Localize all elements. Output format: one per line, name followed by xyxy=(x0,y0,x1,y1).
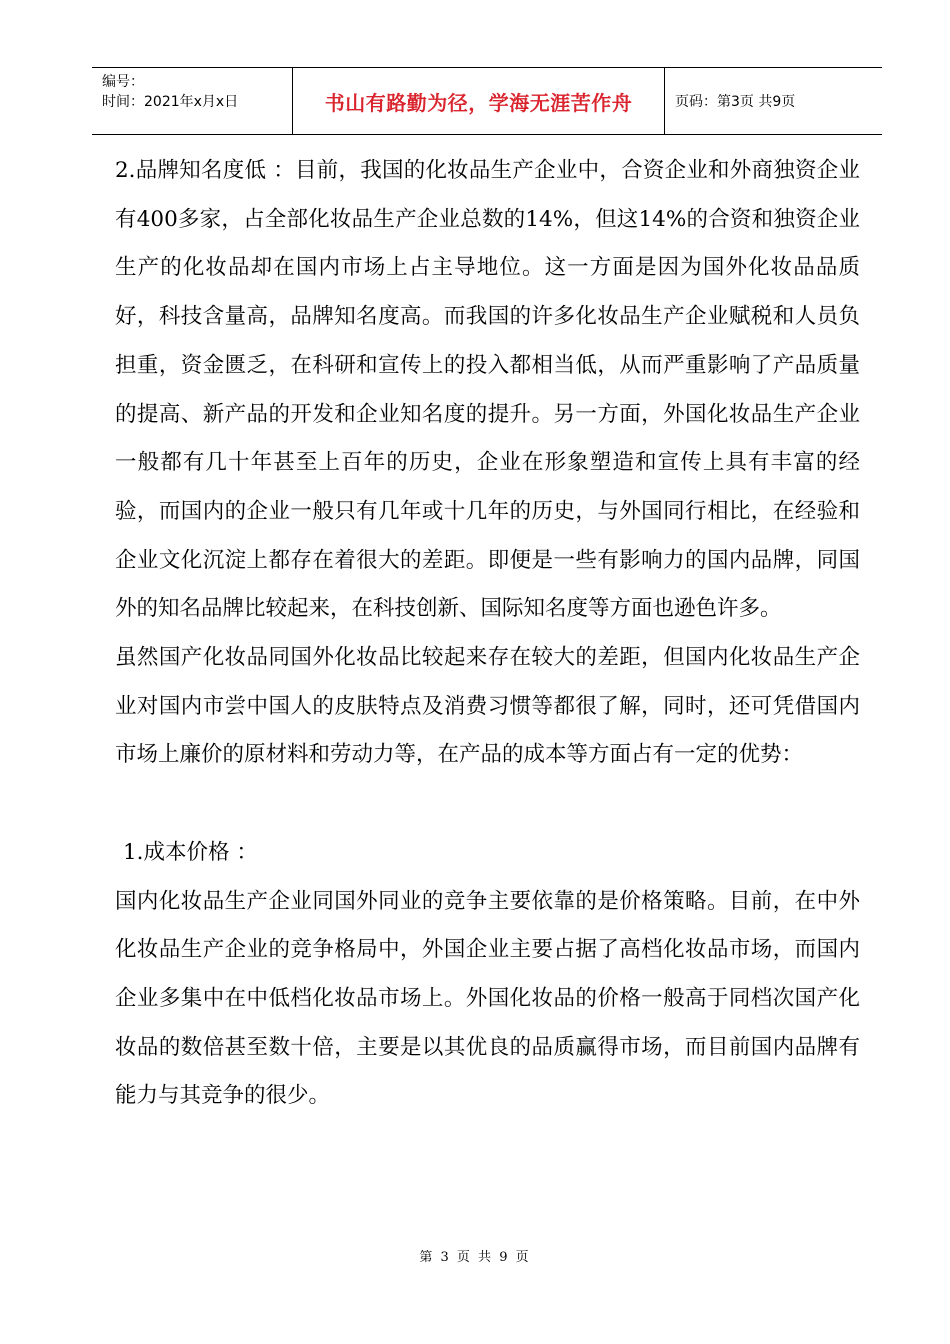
section-heading-cost-price: 1.成本价格 ： xyxy=(123,839,258,865)
paragraph-brand-awareness: 2.品牌知名度低 ：目前，我国的化妆品生产企业中，合资企业和外商独资企业有400多家，占全部化妆品生产企业总数的14%，但这14%的合资和独资企业生产的化妆品却在国内市场上占主导地位。这一方面是因为国外化妆品品质好，科技含量高，品牌知名度高。而我国的许多化妆品生产企业赋税和人员负担重，资金匮乏，在科研和宣传上的投入都相当低，从而严重影响了产品质量的提高、新产品的开发和企业知名度的提升。另一方面，外国化妆品生产企业一般都有几十年甚至上百年的历史，企业在形象塑造和宣传上具有丰富的经验，而国内的企业一般只有几年或十几年的历史，与外国同行相比，在经验和企业文化沉淀上都存在着很大的差距。即便是一些有影响力的国内品牌，同国外的知名品牌比较起来，在科技创新、国际知名度等方面也逊色许多。 xyxy=(115,158,860,622)
paragraph-domestic-advantage: 虽然国产化妆品同国外化妆品比较起来存在较大的差距，但国内化妆品生产企业对国内市尝中国人的皮肤特点及消费习惯等都很了解，同时，还可凭借国内市场上廉价的原材料和劳动力等，在产品的成本等方面占有一定的优势： xyxy=(115,645,860,768)
page-header xyxy=(92,67,882,135)
header-meta xyxy=(92,68,293,134)
document-body xyxy=(115,147,860,1121)
page-footer: 第 3 页 共 9 页 xyxy=(419,1250,531,1265)
document-time-label: 时间：2021年x月x日 xyxy=(102,94,239,110)
paragraph-spacer xyxy=(115,780,860,829)
header-motto: 书山有路勤为径，学海无涯苦作舟 xyxy=(293,68,665,134)
paragraph-price-strategy: 国内化妆品生产企业同国外同业的竞争主要依靠的是价格策略。目前，在中外化妆品生产企业的竞争格局中，外国企业主要占据了高档化妆品市场，而国内企业多集中在中低档化妆品市场上。外国化妆品的价格一般高于同档次国产化妆品的数倍甚至数十倍，主要是以其优良的品质赢得市场，而目前国内品牌有能力与其竞争的很少。 xyxy=(115,888,860,1109)
document-number-label: 编号： xyxy=(102,74,144,90)
header-page-number: 页码：第3页 共9页 xyxy=(675,94,796,110)
